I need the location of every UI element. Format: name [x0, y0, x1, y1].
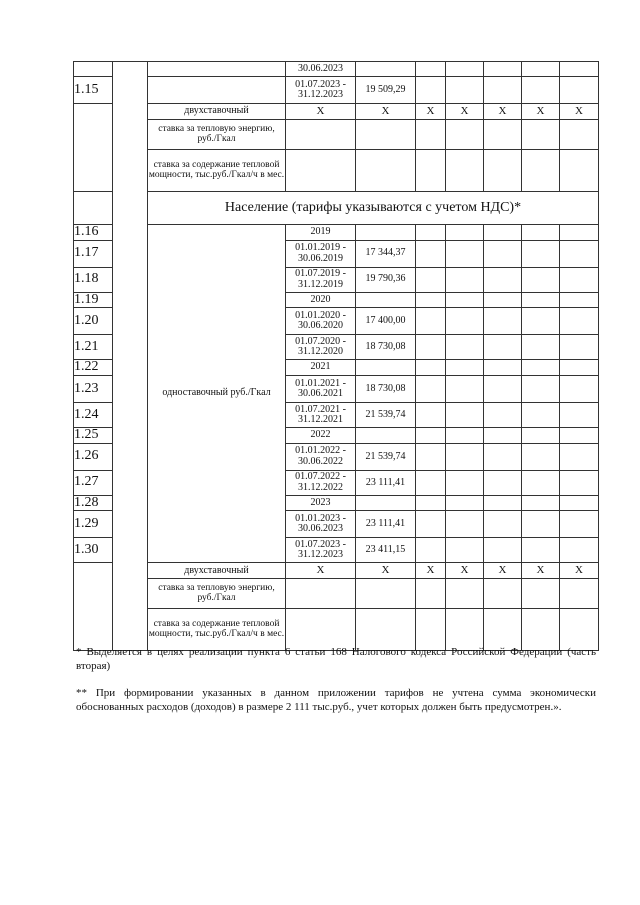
empty-cell [446, 77, 484, 104]
empty-cell [484, 443, 522, 470]
empty-cell [416, 428, 446, 444]
empty-cell [416, 579, 446, 609]
footnote-unaccounted: ** При формировании указанных в данном приложении тарифов не учтена сумма экономически обоснованных расходов (доходов) в размере 2 111 тыс.руб., учет которых должен быть предусмотрен.». [76, 687, 596, 713]
empty-cell [522, 240, 560, 267]
table-row [74, 609, 599, 651]
period-cell: 01.01.2021 - 30.06.2021 [286, 376, 356, 403]
empty-cell [484, 335, 522, 360]
empty-cell [522, 308, 560, 335]
table-row [74, 77, 599, 104]
empty-cell [522, 150, 560, 192]
period-cell: 01.07.2023 - 31.12.2023 [286, 77, 356, 104]
x-cell: X [560, 104, 599, 120]
empty-cell [356, 62, 416, 77]
empty-cell [446, 120, 484, 150]
empty-cell [446, 428, 484, 444]
empty-cell [560, 77, 599, 104]
value-cell [356, 428, 416, 444]
empty-cell [484, 495, 522, 511]
period-cell: 01.01.2022 - 30.06.2022 [286, 443, 356, 470]
empty-cell [522, 579, 560, 609]
empty-cell [484, 267, 522, 292]
empty-cell [446, 240, 484, 267]
empty-cell [522, 77, 560, 104]
capacity-rate-label: ставка за содержание тепловой мощности, тыс.руб./Гкал/ч в мес. [148, 609, 286, 651]
empty-cell [446, 579, 484, 609]
empty-cell [560, 267, 599, 292]
x-cell: X [356, 563, 416, 579]
empty-cell [446, 443, 484, 470]
empty-cell [416, 120, 446, 150]
period-cell: 01.01.2020 - 30.06.2020 [286, 308, 356, 335]
x-cell: X [416, 563, 446, 579]
heat-rate-label: ставка за тепловую энергию, руб./Гкал [148, 579, 286, 609]
row-number-cell: 1.30 [74, 538, 113, 563]
value-cell: 21 539,74 [356, 443, 416, 470]
empty-cell [446, 267, 484, 292]
empty-cell [560, 150, 599, 192]
empty-cell [484, 360, 522, 376]
empty-cell [416, 150, 446, 192]
x-cell: X [416, 104, 446, 120]
period-cell: 30.06.2023 [286, 62, 356, 77]
row-number-cell: 1.19 [74, 292, 113, 308]
row-number-cell: 1.17 [74, 240, 113, 267]
group-cell [113, 62, 148, 651]
empty-cell [416, 62, 446, 77]
empty-cell [356, 579, 416, 609]
empty-cell [560, 495, 599, 511]
value-cell [356, 495, 416, 511]
value-cell [356, 292, 416, 308]
empty-cell [446, 308, 484, 335]
x-cell: X [286, 563, 356, 579]
empty-cell [446, 538, 484, 563]
x-cell: X [356, 104, 416, 120]
value-cell: 17 400,00 [356, 308, 416, 335]
empty-cell [416, 470, 446, 495]
row-number-cell: 1.23 [74, 376, 113, 403]
empty-cell [484, 62, 522, 77]
empty-cell [560, 470, 599, 495]
row-number-cell: 1.18 [74, 267, 113, 292]
empty-cell [560, 428, 599, 444]
empty-cell [522, 376, 560, 403]
empty-cell [560, 609, 599, 651]
empty-cell [560, 376, 599, 403]
empty-cell [522, 538, 560, 563]
empty-cell [446, 335, 484, 360]
row-number-cell: 1.22 [74, 360, 113, 376]
empty-cell [484, 240, 522, 267]
empty-cell [416, 360, 446, 376]
row-number-cell: 1.26 [74, 443, 113, 470]
empty-cell [484, 428, 522, 444]
x-cell: X [484, 104, 522, 120]
empty-cell [522, 443, 560, 470]
empty-cell [522, 403, 560, 428]
empty-cell [522, 120, 560, 150]
two-part-label: двухставочный [148, 563, 286, 579]
row-number-cell: 1.27 [74, 470, 113, 495]
empty-cell [416, 225, 446, 241]
empty-cell [416, 267, 446, 292]
period-cell: 01.07.2022 - 31.12.2022 [286, 470, 356, 495]
empty-cell [522, 225, 560, 241]
value-cell: 19 509,29 [356, 77, 416, 104]
row-number-cell: 1.24 [74, 403, 113, 428]
empty-cell [416, 495, 446, 511]
table-row [74, 120, 599, 150]
period-cell: 01.07.2023 - 31.12.2023 [286, 538, 356, 563]
empty-cell [446, 62, 484, 77]
empty-cell [446, 609, 484, 651]
empty-cell [446, 470, 484, 495]
empty-cell [356, 150, 416, 192]
table-row [74, 579, 599, 609]
empty-cell [484, 403, 522, 428]
period-cell: 2020 [286, 292, 356, 308]
empty-cell [560, 308, 599, 335]
table-row [74, 104, 599, 120]
tariff-type-cell [148, 62, 286, 77]
empty-cell [286, 150, 356, 192]
empty-cell [416, 443, 446, 470]
row-number-cell: 1.15 [74, 77, 113, 104]
two-part-label: двухставочный [148, 104, 286, 120]
value-cell: 17 344,37 [356, 240, 416, 267]
table-row [74, 150, 599, 192]
period-cell: 01.07.2020 - 31.12.2020 [286, 335, 356, 360]
row-number-cell [74, 192, 113, 225]
period-cell: 01.07.2019 - 31.12.2019 [286, 267, 356, 292]
empty-cell [484, 538, 522, 563]
value-cell: 18 730,08 [356, 376, 416, 403]
x-cell: X [522, 104, 560, 120]
empty-cell [416, 403, 446, 428]
empty-cell [560, 292, 599, 308]
empty-cell [416, 376, 446, 403]
population-heading: Население (тарифы указываются с учетом НДС)* [148, 192, 599, 225]
footnote-vat: * Выделяется в целях реализации пункта 6 статьи 168 Налогового кодекса Российской Федерации (часть вторая) [76, 646, 596, 672]
x-cell: X [560, 563, 599, 579]
empty-cell [416, 240, 446, 267]
empty-cell [484, 225, 522, 241]
table-row [74, 62, 599, 77]
empty-cell [484, 511, 522, 538]
x-cell: X [484, 563, 522, 579]
empty-cell [560, 360, 599, 376]
empty-cell [484, 150, 522, 192]
empty-cell [560, 120, 599, 150]
row-number-cell: 1.16 [74, 225, 113, 241]
value-cell: 23 111,41 [356, 511, 416, 538]
value-cell [356, 225, 416, 241]
empty-cell [560, 443, 599, 470]
row-number-cell: 1.25 [74, 428, 113, 444]
tariff-table [73, 61, 599, 651]
empty-cell [446, 403, 484, 428]
empty-cell [356, 120, 416, 150]
period-cell: 2023 [286, 495, 356, 511]
empty-cell [522, 511, 560, 538]
empty-cell [484, 609, 522, 651]
value-cell: 19 790,36 [356, 267, 416, 292]
x-cell: X [286, 104, 356, 120]
row-number-cell [74, 62, 113, 77]
period-cell: 01.07.2021 - 31.12.2021 [286, 403, 356, 428]
table-row [74, 192, 599, 225]
empty-cell [416, 77, 446, 104]
row-number-cell: 1.28 [74, 495, 113, 511]
empty-cell [416, 609, 446, 651]
period-cell: 2019 [286, 225, 356, 241]
value-cell: 18 730,08 [356, 335, 416, 360]
empty-cell [446, 360, 484, 376]
empty-cell [484, 376, 522, 403]
value-cell: 23 111,41 [356, 470, 416, 495]
empty-cell [522, 267, 560, 292]
empty-cell [416, 335, 446, 360]
empty-cell [560, 335, 599, 360]
x-cell: X [522, 563, 560, 579]
empty-cell [560, 403, 599, 428]
empty-cell [446, 511, 484, 538]
empty-cell [522, 495, 560, 511]
empty-cell [356, 609, 416, 651]
tariff-type-cell [148, 77, 286, 104]
empty-cell [446, 292, 484, 308]
empty-cell [560, 62, 599, 77]
empty-cell [286, 609, 356, 651]
empty-cell [484, 120, 522, 150]
period-cell: 01.01.2019 - 30.06.2019 [286, 240, 356, 267]
row-number-cell: 1.29 [74, 511, 113, 538]
empty-cell [286, 120, 356, 150]
empty-cell [286, 579, 356, 609]
value-cell [356, 360, 416, 376]
empty-cell [560, 538, 599, 563]
empty-cell [522, 335, 560, 360]
period-cell: 01.01.2023 - 30.06.2023 [286, 511, 356, 538]
empty-cell [484, 470, 522, 495]
empty-cell [484, 77, 522, 104]
capacity-rate-label: ставка за содержание тепловой мощности, тыс.руб./Гкал/ч в мес. [148, 150, 286, 192]
empty-cell [522, 62, 560, 77]
empty-cell [560, 240, 599, 267]
heat-rate-label: ставка за тепловую энергию, руб./Гкал [148, 120, 286, 150]
value-cell: 23 411,15 [356, 538, 416, 563]
empty-cell [560, 579, 599, 609]
empty-cell [560, 511, 599, 538]
empty-cell [484, 579, 522, 609]
x-cell: X [446, 563, 484, 579]
empty-cell [484, 292, 522, 308]
empty-cell [446, 495, 484, 511]
empty-cell [446, 225, 484, 241]
empty-cell [560, 225, 599, 241]
one-part-label: одноставочный руб./Гкал [148, 225, 286, 563]
empty-cell [446, 376, 484, 403]
table-row [74, 225, 599, 241]
empty-cell [522, 470, 560, 495]
empty-cell [416, 538, 446, 563]
row-number-cell: 1.21 [74, 335, 113, 360]
empty-cell [484, 308, 522, 335]
row-number-cell: 1.20 [74, 308, 113, 335]
empty-cell [416, 292, 446, 308]
empty-cell [446, 150, 484, 192]
empty-cell [416, 308, 446, 335]
empty-cell [522, 360, 560, 376]
empty-cell [522, 609, 560, 651]
value-cell: 21 539,74 [356, 403, 416, 428]
period-cell: 2021 [286, 360, 356, 376]
row-number-cell [74, 563, 113, 651]
x-cell: X [446, 104, 484, 120]
empty-cell [522, 292, 560, 308]
empty-cell [522, 428, 560, 444]
table-row [74, 563, 599, 579]
period-cell: 2022 [286, 428, 356, 444]
empty-cell [416, 511, 446, 538]
row-number-cell [74, 104, 113, 192]
